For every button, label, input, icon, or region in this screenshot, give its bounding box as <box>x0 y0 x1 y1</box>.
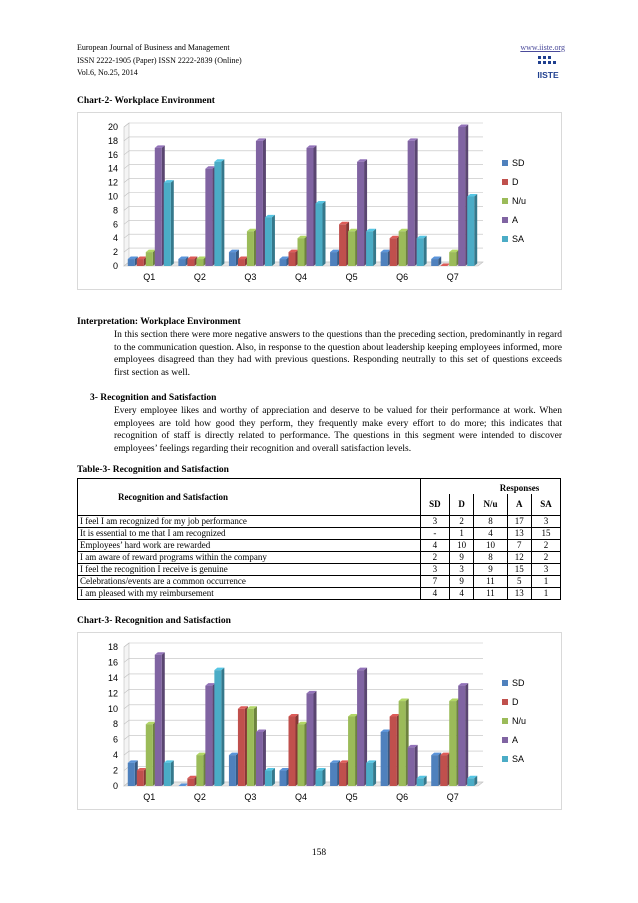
col-header: A <box>507 494 531 516</box>
bar-front <box>289 252 296 266</box>
table-row <box>78 516 561 528</box>
table-cell: 11 <box>474 588 507 600</box>
table-cell: 8 <box>474 516 507 528</box>
bar-q2-nu <box>196 257 206 266</box>
table3 <box>77 478 561 600</box>
bar-front <box>298 238 305 266</box>
bar-front <box>408 747 415 786</box>
bar-q4-sd <box>280 257 290 266</box>
bar-q1-sa <box>164 180 174 266</box>
bar-front <box>467 197 474 267</box>
bar-front <box>348 231 355 266</box>
table-cell: 9 <box>474 564 507 576</box>
bar-q6-nu <box>399 229 409 266</box>
bar-side <box>424 236 427 266</box>
bar-front <box>366 231 373 266</box>
row-label: I am aware of reward programs within the company <box>78 552 421 564</box>
table-cell: 3 <box>421 516 450 528</box>
x-tick-label: Q6 <box>396 792 409 802</box>
legend-swatch <box>502 699 508 705</box>
table-cell: 15 <box>507 564 531 576</box>
table-cell: 3 <box>421 564 450 576</box>
bar-q3-a <box>256 138 266 266</box>
table-row <box>78 528 561 540</box>
x-tick-label: Q4 <box>294 272 308 282</box>
iiste-logo <box>536 54 560 80</box>
y-tick-label: 14 <box>107 672 118 683</box>
bar-q5-d <box>339 222 349 266</box>
bar-q1-d <box>137 768 147 786</box>
bar-front <box>381 252 388 266</box>
journal-name: European Journal of Business and Management <box>77 43 230 52</box>
bar-front <box>229 755 236 786</box>
x-tick-label: Q1 <box>143 272 156 282</box>
table-cell: 13 <box>507 588 531 600</box>
legend-swatch <box>502 680 508 686</box>
bar-front <box>440 755 447 786</box>
bar-q4-nu <box>298 722 308 786</box>
x-tick-label: Q7 <box>446 792 459 802</box>
bar-front <box>229 252 236 266</box>
volume-line: Vol.6, No.25, 2014 <box>77 68 138 77</box>
bar-front <box>417 238 424 266</box>
table-cell: 2 <box>449 516 473 528</box>
responses-label: Responses <box>421 479 561 494</box>
table-cell: 3 <box>532 564 561 576</box>
table-cell: 2 <box>532 540 561 552</box>
y-tick-label: 8 <box>112 205 118 216</box>
bar-q7-d <box>440 753 450 786</box>
bar-side <box>474 194 477 266</box>
bar-q5-d <box>339 760 349 786</box>
bar-front <box>256 732 263 786</box>
bar-front <box>146 252 153 266</box>
y-tick-label: 6 <box>112 734 118 745</box>
x-tick-label: Q5 <box>345 272 358 282</box>
bar-front <box>146 724 153 786</box>
bar-front <box>408 141 415 266</box>
bar-q4-a <box>307 145 317 266</box>
bar-front <box>458 127 465 266</box>
bar-front <box>205 686 212 786</box>
bar-q7-a <box>458 125 468 267</box>
y-tick-label: 0 <box>112 261 118 271</box>
x-tick-label: Q7 <box>446 272 459 282</box>
legend-label: A <box>512 735 519 745</box>
bar-q2-d <box>187 776 197 786</box>
logo-bars <box>538 56 556 64</box>
bar-q7-nu <box>449 250 459 266</box>
y-tick-label: 16 <box>107 657 118 668</box>
table-cell: 2 <box>532 552 561 564</box>
bar-q3-sa <box>265 768 275 786</box>
bar-front <box>298 724 305 786</box>
legend-label: N/u <box>512 716 527 726</box>
bar-front <box>330 252 337 266</box>
table-cell: 8 <box>474 552 507 564</box>
bar-q2-a <box>205 166 215 266</box>
x-tick-label: Q4 <box>294 792 308 802</box>
bar-q2-sa <box>214 159 224 266</box>
bar-q6-nu <box>399 699 409 786</box>
bar-front <box>128 259 135 266</box>
table-cell: 4 <box>474 528 507 540</box>
bar-front <box>357 162 364 266</box>
bar-front <box>178 259 185 266</box>
issn-line: ISSN 2222-1905 (Paper) ISSN 2222-2839 (Online) <box>77 55 242 65</box>
bar-q6-a <box>408 138 418 266</box>
bar-front <box>164 183 171 266</box>
bar-front <box>381 732 388 786</box>
page-number: 158 <box>311 848 327 858</box>
bar-side <box>465 683 468 786</box>
bar-side <box>323 201 326 266</box>
bar-front <box>214 670 221 786</box>
bar-q3-sd <box>229 250 239 266</box>
table3-caption: Table-3- Recognition and Satisfaction <box>77 465 229 475</box>
legend-label: D <box>512 697 519 707</box>
bar-front <box>449 252 456 266</box>
bar-front <box>196 755 203 786</box>
bar-side <box>373 760 376 786</box>
page-header <box>77 42 565 80</box>
bar-q4-nu <box>298 236 308 266</box>
bar-q6-d <box>390 714 400 786</box>
legend-label: SD <box>512 158 525 168</box>
table-cell: 7 <box>507 540 531 552</box>
journal-url-link[interactable]: www.iiste.org <box>520 43 565 52</box>
legend-swatch <box>502 198 508 204</box>
bar-front <box>196 259 203 266</box>
table-row <box>78 540 561 552</box>
bar-side <box>323 768 326 786</box>
y-tick-label: 10 <box>107 703 118 714</box>
bar-q4-d <box>289 714 299 786</box>
bar-side <box>171 760 174 786</box>
table-row <box>78 552 561 564</box>
bar-front <box>187 778 194 786</box>
table-row <box>78 564 561 576</box>
table-cell: 1 <box>532 588 561 600</box>
bar-q5-a <box>357 668 367 786</box>
bar-front <box>155 655 162 786</box>
bar-q7-sd <box>431 753 441 786</box>
table-cell: 1 <box>449 528 473 540</box>
y-tick-label: 20 <box>107 122 118 132</box>
bar-q3-sa <box>265 215 275 266</box>
bar-q1-sa <box>164 760 174 786</box>
bar-q7-a <box>458 683 468 786</box>
bar-front <box>164 763 171 786</box>
bar-q3-nu <box>247 229 257 266</box>
bar-front <box>348 717 355 787</box>
bar-q3-sd <box>229 753 239 786</box>
table-cell: 13 <box>507 528 531 540</box>
bar-q4-sa <box>316 768 326 786</box>
bar-q6-sd <box>381 729 391 786</box>
bar-q2-sd <box>178 257 188 266</box>
legend-swatch <box>502 217 508 223</box>
bar-q2-d <box>187 257 197 266</box>
bar-front <box>339 763 346 786</box>
bar-q4-a <box>307 691 317 786</box>
y-tick-label: 16 <box>107 149 118 160</box>
bar-q5-sd <box>330 760 340 786</box>
bar-front <box>467 778 474 786</box>
section3-body: Every employee likes and worthy of appreciation and deserve to be valued for their performance at work. When employees are told how good they perform, they frequently make every effort to do more; this indicates that recognition of staff is directly related to performance. The questions in this segment were intended to discover employees’ feelings regarding their recognition and overall satisfaction levels. <box>114 406 562 454</box>
interpretation-body: In this section there were more negative answers to the questions than the preceding section, predominantly in regard to the communication question. Also, in response to the question about leadership keeping employees informed, more employees disagreed than they had with previous questions. Responding neutrally to this set of questions exceeds first section as well. <box>114 330 562 378</box>
bar-q6-sa <box>417 776 427 786</box>
chart3-svg <box>78 633 561 809</box>
bar-q4-d <box>289 250 299 266</box>
bar-front <box>458 686 465 786</box>
col-header: D <box>449 494 473 516</box>
bar-front <box>280 771 287 786</box>
legend-swatch <box>502 179 508 185</box>
col-header: SA <box>532 494 561 516</box>
table-cell: 3 <box>449 564 473 576</box>
x-tick-label: Q2 <box>193 792 206 802</box>
legend-swatch <box>502 160 508 166</box>
row-label: Celebrations/events are a common occurrence <box>78 576 421 588</box>
bar-front <box>280 259 287 266</box>
bar-q3-nu <box>247 706 257 786</box>
bar-front <box>307 148 314 266</box>
y-tick-label: 12 <box>107 177 118 188</box>
bar-q1-d <box>137 257 147 266</box>
bar-side <box>272 768 275 786</box>
bar-q1-a <box>155 652 165 786</box>
table-cell: 12 <box>507 552 531 564</box>
bar-front <box>256 141 263 266</box>
y-tick-label: 6 <box>112 219 118 230</box>
bar-q2-nu <box>196 753 206 786</box>
x-tick-label: Q3 <box>244 792 257 802</box>
table-cell: 9 <box>449 576 473 588</box>
legend-swatch <box>502 236 508 242</box>
table-cell: 17 <box>507 516 531 528</box>
table-cell: 15 <box>532 528 561 540</box>
legend-label: D <box>512 177 519 187</box>
bar-front <box>339 224 346 266</box>
table-row <box>78 588 561 600</box>
y-tick-label: 18 <box>107 642 118 652</box>
y-tick-label: 0 <box>112 781 118 791</box>
y-tick-label: 2 <box>112 765 118 776</box>
x-tick-label: Q1 <box>143 792 156 802</box>
bar-front <box>155 148 162 266</box>
bar-front <box>247 709 254 786</box>
table-header-row <box>78 479 561 494</box>
bar-q4-sa <box>316 201 326 266</box>
bar-front <box>238 259 245 266</box>
x-tick-label: Q6 <box>396 272 409 282</box>
x-tick-label: Q3 <box>244 272 257 282</box>
bar-side <box>171 180 174 266</box>
table-row <box>78 576 561 588</box>
bar-q6-sd <box>381 250 391 266</box>
bar-q5-sa <box>366 760 376 786</box>
y-tick-label: 12 <box>107 688 118 699</box>
x-tick-label: Q5 <box>345 792 358 802</box>
bar-front <box>187 259 194 266</box>
bar-q5-sa <box>366 229 376 266</box>
bar-front <box>265 771 272 786</box>
legend-label: N/u <box>512 196 527 206</box>
legend-label: SA <box>512 234 525 244</box>
bar-q6-d <box>390 236 400 266</box>
bar-q7-nu <box>449 699 459 786</box>
bar-q6-a <box>408 745 418 786</box>
row-label: Employees’ hard work are rewarded <box>78 540 421 552</box>
row-header-cell: Recognition and Satisfaction <box>78 479 421 516</box>
y-tick-label: 14 <box>107 163 118 174</box>
legend-swatch <box>502 718 508 724</box>
bar-front <box>399 701 406 786</box>
chart3-container <box>77 632 562 810</box>
table-cell: 1 <box>532 576 561 588</box>
table-cell: 7 <box>421 576 450 588</box>
bar-front <box>449 701 456 786</box>
bar-q5-a <box>357 159 367 266</box>
col-header: SD <box>421 494 450 516</box>
col-header: N/u <box>474 494 507 516</box>
table-cell: - <box>421 528 450 540</box>
bar-side <box>272 215 275 266</box>
bar-q3-a <box>256 729 266 786</box>
bar-q1-sd <box>128 257 138 266</box>
legend-swatch <box>502 737 508 743</box>
bar-front <box>238 709 245 786</box>
chart3-caption: Chart-3- Recognition and Satisfaction <box>77 616 231 626</box>
table-cell: 2 <box>421 552 450 564</box>
bar-front <box>417 778 424 786</box>
bar-front <box>247 231 254 266</box>
bar-q7-sa <box>467 776 477 786</box>
bar-q5-nu <box>348 714 358 786</box>
y-tick-label: 8 <box>112 719 118 730</box>
chart2-container <box>77 112 562 290</box>
y-tick-label: 2 <box>112 247 118 258</box>
table-cell: 4 <box>449 588 473 600</box>
bar-front <box>128 763 135 786</box>
bar-q6-sa <box>417 236 427 266</box>
legend-label: A <box>512 215 519 225</box>
bar-front <box>205 169 212 266</box>
logo-text: IISTE <box>537 70 559 80</box>
bar-front <box>265 217 272 266</box>
chart2-svg <box>78 113 561 289</box>
bar-front <box>307 693 314 786</box>
bar-side <box>373 229 376 266</box>
row-label: I feel the recognition I receive is genuine <box>78 564 421 576</box>
bar-front <box>214 162 221 266</box>
bar-front <box>431 259 438 266</box>
bar-front <box>330 763 337 786</box>
y-tick-label: 4 <box>112 750 118 761</box>
bar-front <box>431 755 438 786</box>
table-cell: 11 <box>474 576 507 588</box>
table-cell: 3 <box>532 516 561 528</box>
bar-front <box>289 717 296 787</box>
bar-front <box>390 717 397 787</box>
bar-front <box>357 670 364 786</box>
x-tick-label: Q2 <box>193 272 206 282</box>
bar-front <box>390 238 397 266</box>
bar-q1-nu <box>146 250 156 266</box>
bar-q7-sd <box>431 257 441 266</box>
legend-label: SD <box>512 678 525 688</box>
section3-heading: 3- Recognition and Satisfaction <box>90 393 217 403</box>
bar-front <box>137 771 144 786</box>
table-cell: 4 <box>421 540 450 552</box>
bar-q7-sa <box>467 194 477 266</box>
y-tick-label: 4 <box>112 233 118 244</box>
bar-q1-a <box>155 145 165 266</box>
row-label: I feel I am recognized for my job performance <box>78 516 421 528</box>
bar-front <box>316 203 323 266</box>
table-cell: 5 <box>507 576 531 588</box>
table-cell: 10 <box>474 540 507 552</box>
table-cell: 10 <box>449 540 473 552</box>
bar-q5-nu <box>348 229 358 266</box>
legend-swatch <box>502 756 508 762</box>
bar-q4-sd <box>280 768 290 786</box>
bar-front <box>366 763 373 786</box>
bar-front <box>316 771 323 786</box>
table-cell: 4 <box>421 588 450 600</box>
bar-side <box>221 159 224 266</box>
chart2-caption: Chart-2- Workplace Environment <box>77 96 215 106</box>
row-label: I am pleased with my reimbursement <box>78 588 421 600</box>
bar-q3-d <box>238 706 248 786</box>
bar-q5-sd <box>330 250 340 266</box>
bar-q2-a <box>205 683 215 786</box>
y-tick-label: 10 <box>107 191 118 202</box>
bar-side <box>221 668 224 786</box>
table-cell: 9 <box>449 552 473 564</box>
row-label: It is essential to me that I am recognized <box>78 528 421 540</box>
bar-front <box>137 259 144 266</box>
bar-front <box>399 231 406 266</box>
legend-label: SA <box>512 754 525 764</box>
bar-q2-sa <box>214 668 224 786</box>
y-tick-label: 18 <box>107 135 118 146</box>
bar-q3-d <box>238 257 248 266</box>
bar-q1-nu <box>146 722 156 786</box>
interpretation-title: Interpretation: Workplace Environment <box>77 317 241 327</box>
bar-q1-sd <box>128 760 138 786</box>
